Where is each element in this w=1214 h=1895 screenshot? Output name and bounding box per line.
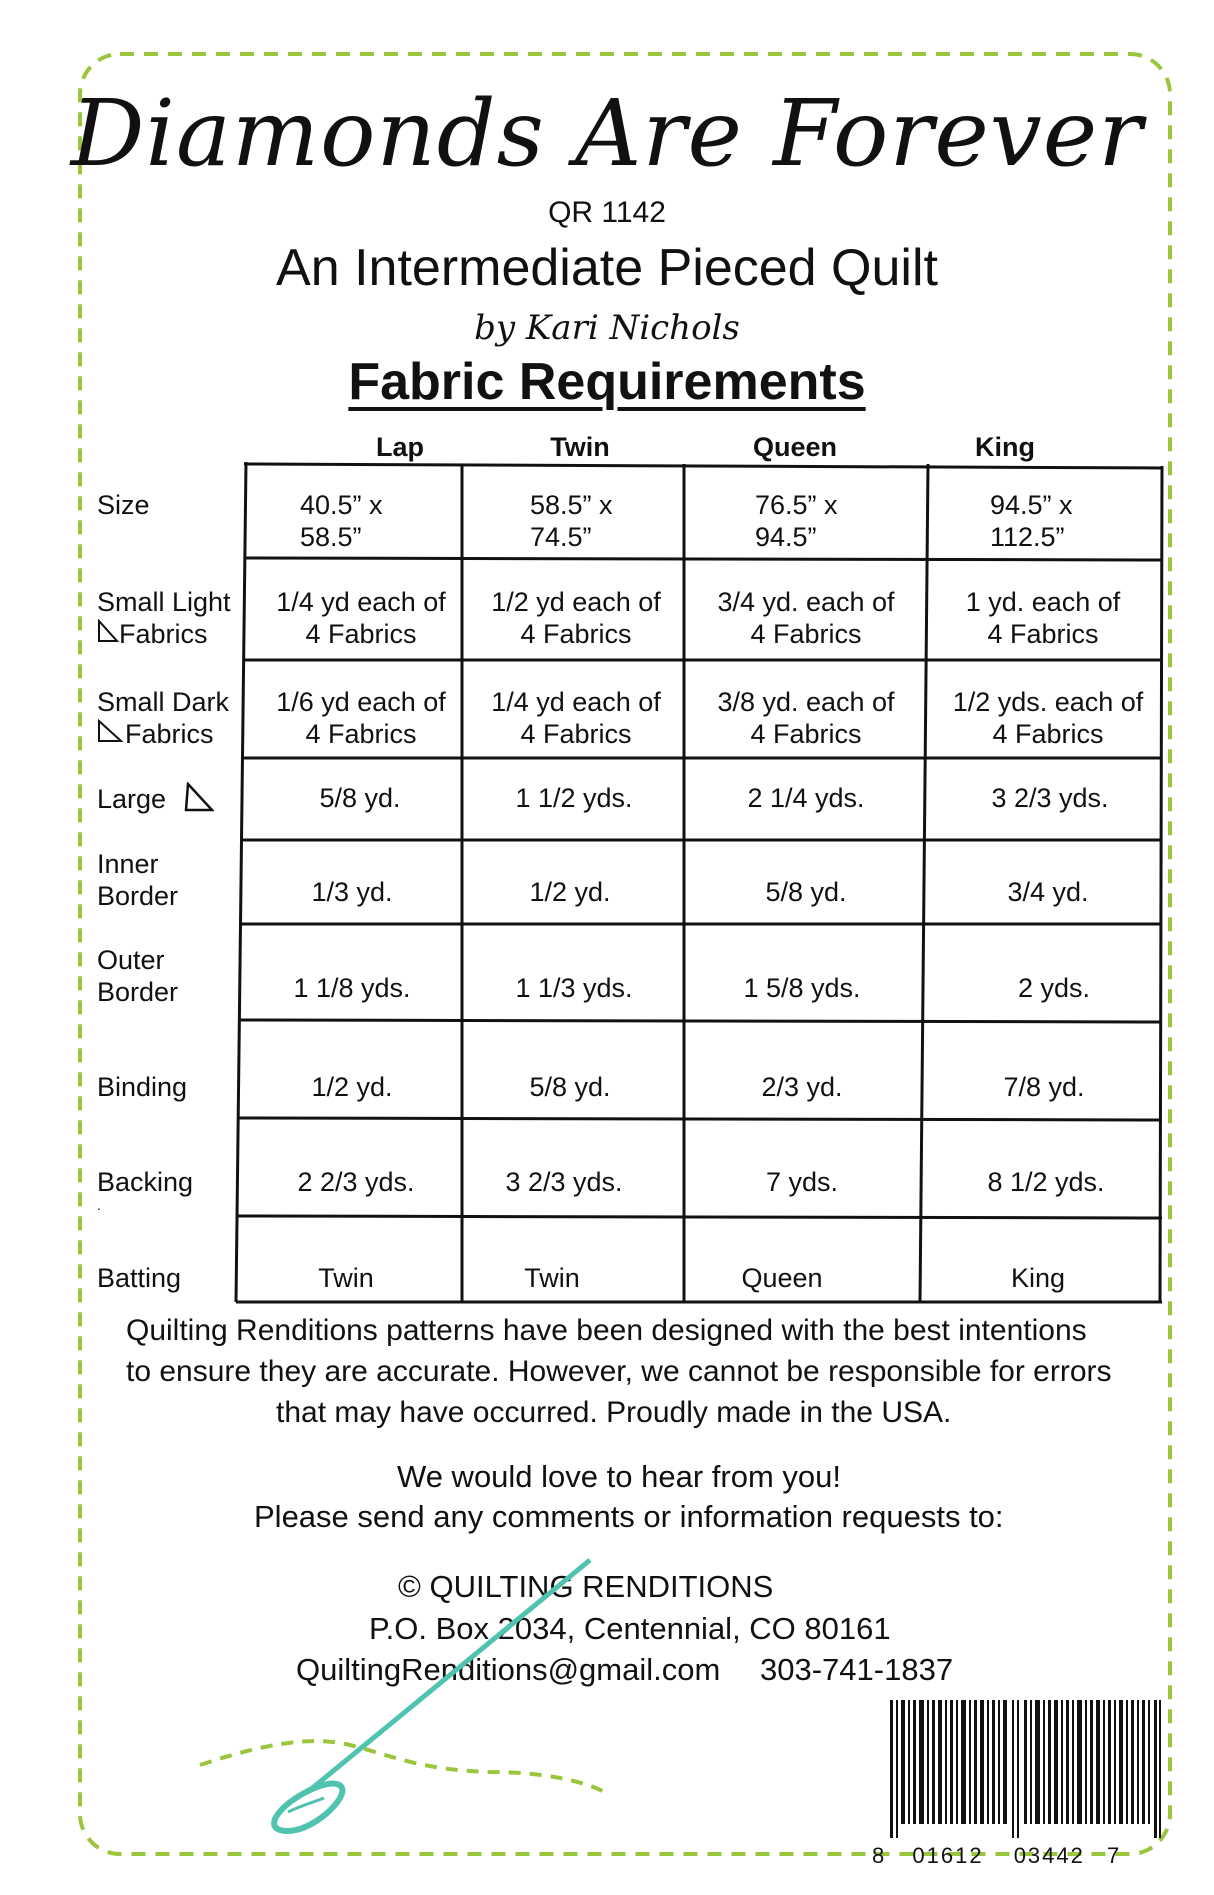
column-header-lap: Lap	[375, 432, 424, 462]
cell-binding-lap: 1/2 yd.	[311, 1072, 393, 1102]
contact-phone: 303-741-1837	[760, 1652, 954, 1687]
barcode-digits: 8 01612 03442 7	[872, 1843, 1122, 1868]
row-label-small-light-fabrics: Small Light Fabrics	[97, 587, 231, 649]
fabric-requirements-heading: Fabric Requirements	[348, 353, 866, 411]
cell-small-dark-lap: 1/6 yd each of 4 Fabrics	[276, 687, 446, 749]
row-label-small-dark-fabrics: Small Dark Fabrics	[97, 687, 230, 749]
page-title: Diamonds Are Forever	[70, 80, 1144, 187]
row-label-outer-border: Outer Border	[97, 945, 179, 1007]
cell-batting-queen: Queen	[741, 1263, 823, 1293]
cell-size-lap: 40.5” x 58.5”	[300, 490, 383, 552]
cell-batting-lap: Twin	[318, 1263, 374, 1293]
cell-outer-border-king: 2 yds.	[1017, 973, 1091, 1003]
row-label-binding: Binding	[97, 1072, 188, 1102]
author-line: by Kari Nichols	[474, 308, 740, 348]
cell-batting-twin: Twin	[524, 1263, 580, 1293]
cell-binding-king: 7/8 yd.	[1003, 1072, 1085, 1102]
cell-backing-lap: 2 2/3 yds.	[297, 1167, 415, 1197]
cell-inner-border-queen: 5/8 yd.	[765, 877, 847, 907]
column-header-queen: Queen	[752, 432, 838, 462]
cell-binding-queen: 2/3 yd.	[761, 1072, 843, 1102]
row-label-backing: Backing .	[97, 1167, 194, 1213]
row-label-size: Size	[97, 490, 150, 520]
cell-large-twin: 1 1/2 yds.	[515, 783, 633, 813]
cell-large-lap: 5/8 yd.	[319, 783, 401, 813]
postal-address: P.O. Box 2034, Centennial, CO 80161	[369, 1611, 891, 1646]
cell-small-light-twin: 1/2 yd each of 4 Fabrics	[491, 587, 661, 649]
cell-outer-border-queen: 1 5/8 yds.	[743, 973, 861, 1003]
disclaimer-line-2: to ensure they are accurate. However, we cannot be responsible for errors	[126, 1355, 1112, 1388]
cell-outer-border-twin: 1 1/3 yds.	[515, 973, 633, 1003]
cell-inner-border-king: 3/4 yd.	[1007, 877, 1089, 907]
row-label-large: Large	[97, 782, 214, 815]
cell-small-light-queen: 3/4 yd. each of 4 Fabrics	[717, 587, 895, 649]
cell-outer-border-lap: 1 1/8 yds.	[293, 973, 411, 1003]
cell-small-dark-queen: 3/8 yd. each of 4 Fabrics	[717, 687, 895, 749]
contact-intro: We would love to hear from you!	[397, 1459, 841, 1494]
cell-size-king: 94.5” x 112.5”	[990, 490, 1073, 552]
cell-binding-twin: 5/8 yd.	[529, 1072, 611, 1102]
cell-large-king: 3 2/3 yds.	[991, 783, 1109, 813]
right-triangle-icon	[182, 782, 214, 812]
cell-small-dark-twin: 1/4 yd each of 4 Fabrics	[491, 687, 661, 749]
column-header-twin: Twin	[550, 432, 610, 462]
contact-instructions: Please send any comments or information requests to:	[254, 1499, 1004, 1534]
cell-backing-king: 8 1/2 yds.	[987, 1167, 1105, 1197]
pattern-code: QR 1142	[548, 196, 666, 229]
cell-small-light-lap: 1/4 yd each of 4 Fabrics	[276, 587, 446, 649]
row-label-inner-border: Inner Border	[97, 849, 179, 911]
cell-small-light-king: 1 yd. each of 4 Fabrics	[965, 587, 1121, 649]
disclaimer-line-3: that may have occurred. Proudly made in the USA.	[276, 1396, 952, 1429]
barcode	[890, 1700, 1162, 1838]
row-label-batting: Batting	[97, 1263, 182, 1293]
disclaimer-line-1: Quilting Renditions patterns have been designed with the best intentions	[126, 1314, 1087, 1347]
cell-size-twin: 58.5” x 74.5”	[530, 490, 613, 552]
cell-inner-border-lap: 1/3 yd.	[311, 877, 393, 907]
right-triangle-icon	[97, 619, 119, 643]
contact-email: QuiltingRenditions@gmail.com	[296, 1652, 721, 1687]
company-name: © QUILTING RENDITIONS	[398, 1569, 774, 1604]
needle-and-thread-icon	[190, 1540, 630, 1860]
cell-batting-king: King	[1010, 1263, 1066, 1293]
cell-inner-border-twin: 1/2 yd.	[529, 877, 611, 907]
cell-size-queen: 76.5” x 94.5”	[755, 490, 838, 552]
right-triangle-icon	[97, 719, 125, 743]
column-header-king: King	[975, 432, 1035, 462]
pattern-subtitle: An Intermediate Pieced Quilt	[276, 239, 938, 297]
cell-backing-twin: 3 2/3 yds.	[505, 1167, 623, 1197]
cell-small-dark-king: 1/2 yds. each of 4 Fabrics	[952, 687, 1144, 749]
cell-large-queen: 2 1/4 yds.	[747, 783, 865, 813]
cell-backing-queen: 7 yds.	[765, 1167, 839, 1197]
